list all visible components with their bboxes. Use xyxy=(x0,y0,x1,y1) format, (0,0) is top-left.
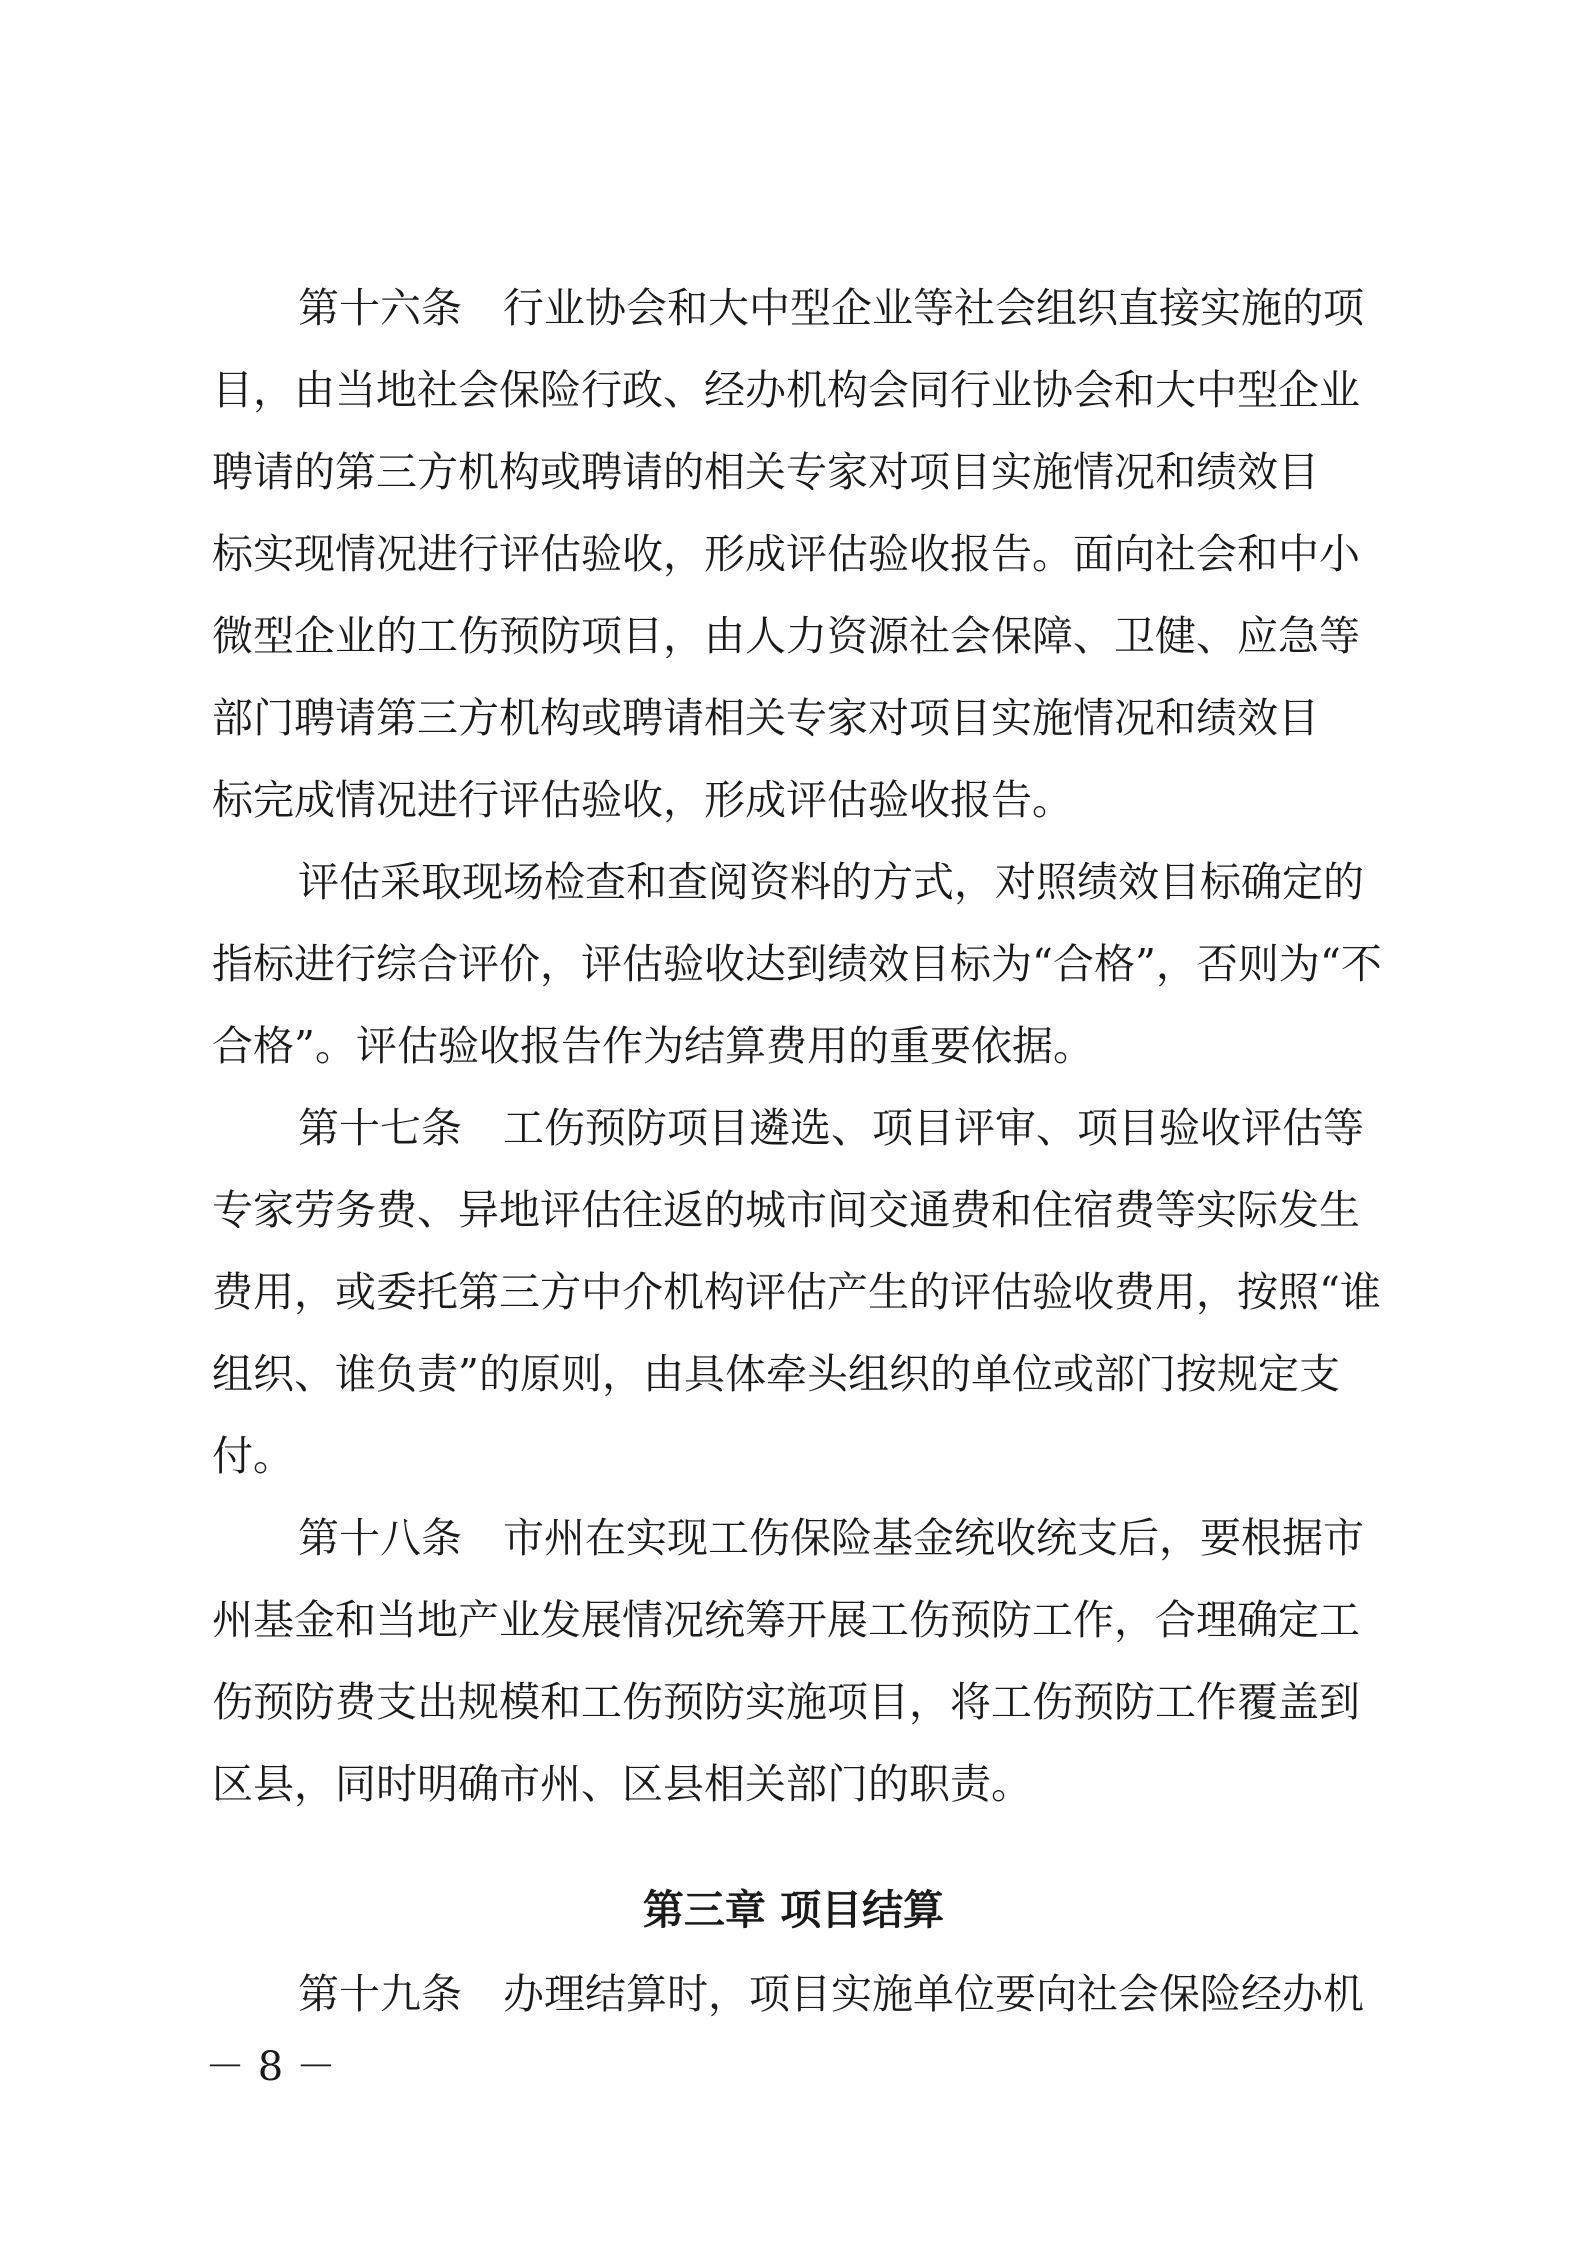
text-line: 目，由当地社会保险行政、经办机构会同行业协会和大中型企业 xyxy=(212,366,1360,414)
text-line: 指标进行综合评价，评估验收达到绩效目标为“合格”，否则为“不 xyxy=(212,940,1382,988)
text-line: 专家劳务费、异地评估往返的城市间交通费和住宿费等实际发生 xyxy=(212,1186,1360,1234)
text-line: 第十六条 行业协会和大中型企业等社会组织直接实施的项 xyxy=(298,284,1364,332)
text-line: 第十七条 工伤预防项目遴选、项目评审、项目验收评估等 xyxy=(298,1104,1364,1152)
text-line: 费用，或委托第三方中介机构评估产生的评估验收费用，按照“谁 xyxy=(212,1268,1381,1316)
page-number: － 8 － xyxy=(205,2044,336,2090)
text-line: 标完成情况进行评估验收，形成评估验收报告。 xyxy=(212,776,1073,824)
text-line: 州基金和当地产业发展情况统筹开展工伤预防工作，合理确定工 xyxy=(212,1596,1360,1644)
text-line: 区县，同时明确市州、区县相关部门的职责。 xyxy=(212,1760,1032,1808)
text-line: 微型企业的工伤预防项目，由人力资源社会保障、卫健、应急等 xyxy=(212,612,1360,660)
text-line: 聘请的第三方机构或聘请的相关专家对项目实施情况和绩效目 xyxy=(212,448,1319,496)
text-line: 第十八条 市州在实现工伤保险基金统收统支后，要根据市 xyxy=(298,1514,1364,1562)
text-line: 评估采取现场检查和查阅资料的方式，对照绩效目标确定的 xyxy=(298,858,1364,906)
text-line: 付。 xyxy=(212,1432,294,1480)
text-line: 部门聘请第三方机构或聘请相关专家对项目实施情况和绩效目 xyxy=(212,694,1319,742)
text-line: 第十九条 办理结算时，项目实施单位要向社会保险经办机 xyxy=(298,1970,1364,2018)
text-line: 组织、谁负责”的原则，由具体牵头组织的单位或部门按规定支 xyxy=(212,1350,1340,1398)
chapter-heading: 第三章 项目结算 xyxy=(642,1886,945,1934)
text-line: 标实现情况进行评估验收，形成评估验收报告。面向社会和中小 xyxy=(212,530,1360,578)
text-line: 合格”。评估验收报告作为结算费用的重要依据。 xyxy=(212,1022,1094,1070)
text-line: 伤预防费支出规模和工伤预防实施项目，将工伤预防工作覆盖到 xyxy=(212,1678,1360,1726)
